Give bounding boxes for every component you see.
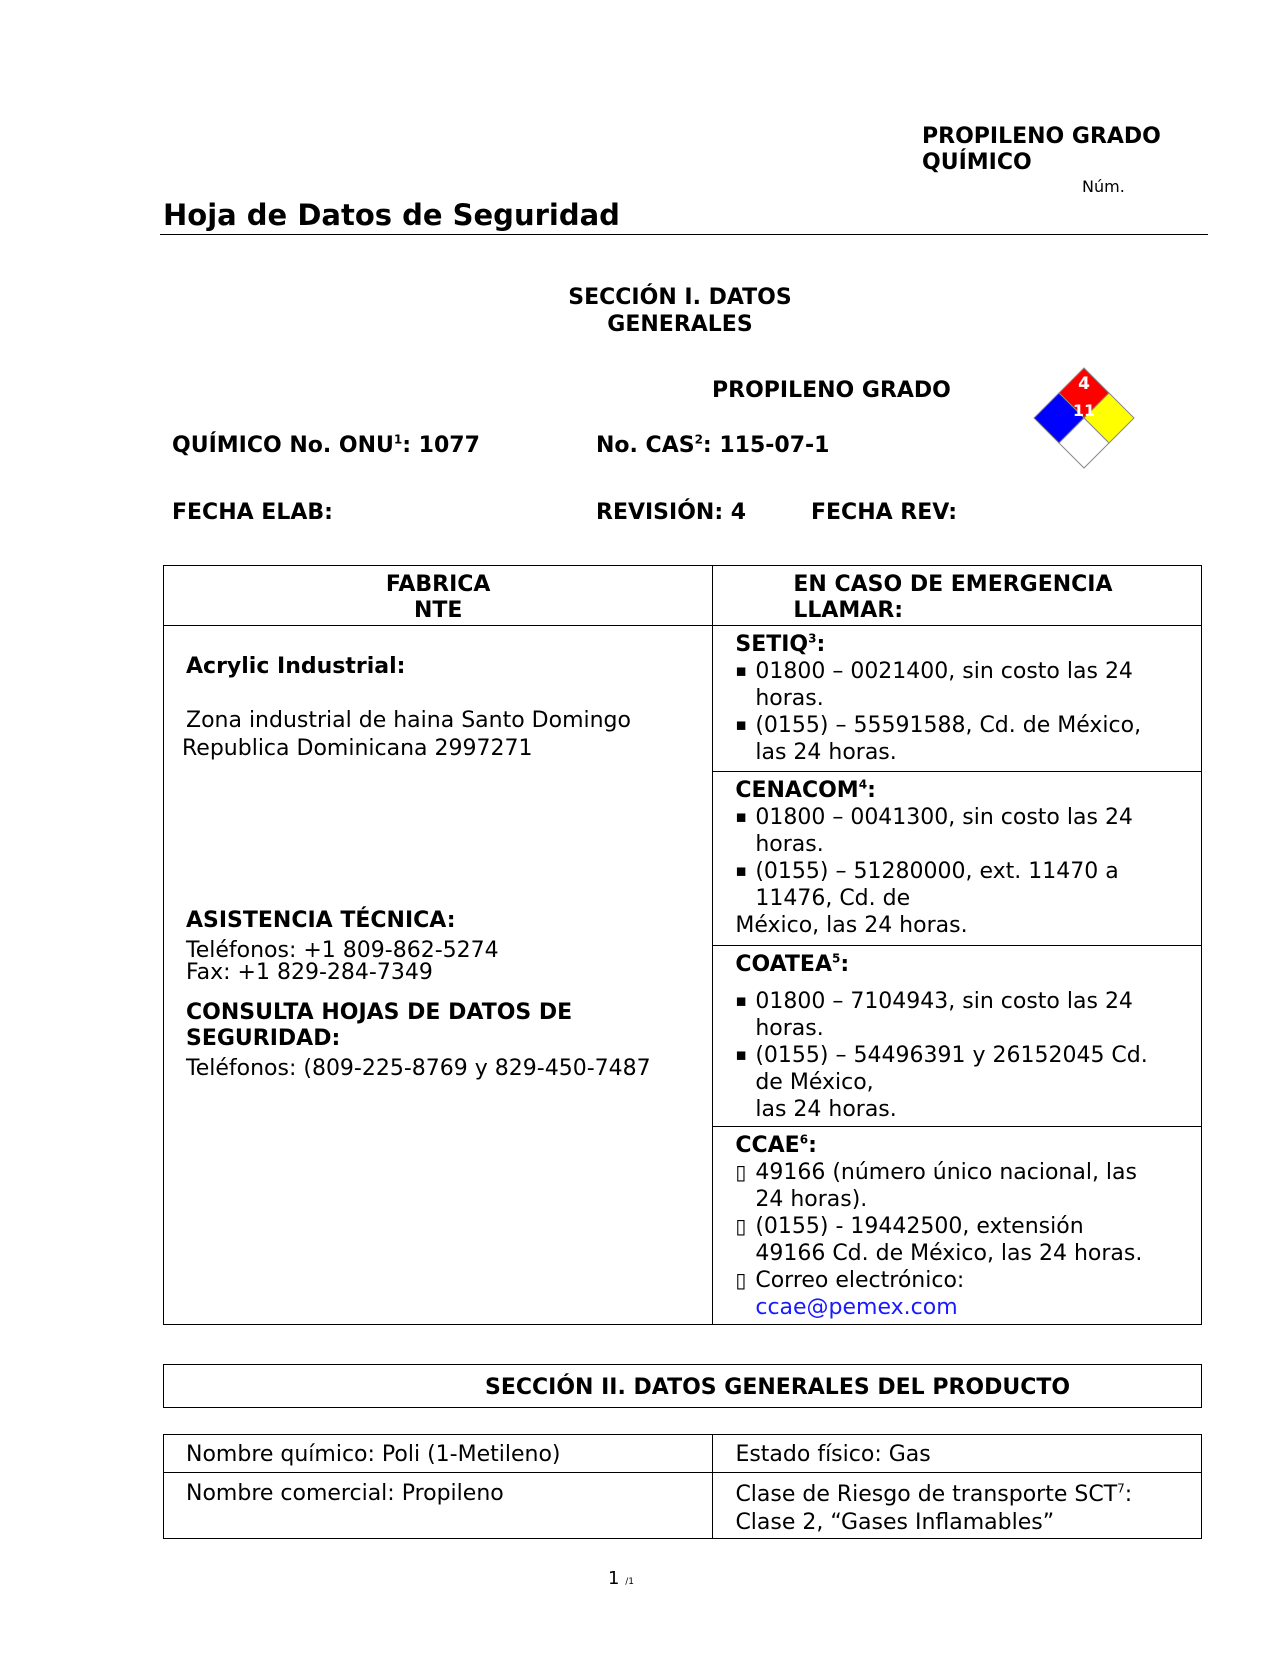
address-line-1: Zona industrial de haina Santo Domingo (186, 708, 631, 733)
ccae-item-3: ▯ Correo electrónico: ccae@pemex.com (735, 1267, 1193, 1321)
cenacom-list (735, 804, 1193, 939)
tech-fax: Fax: +1 829-284-7349 (186, 960, 433, 985)
fecha-revision: FECHA REV: (811, 500, 958, 525)
chemical-name: Nombre químico: Poli (1-Metileno) (164, 1435, 713, 1473)
consult-title (186, 1000, 572, 1052)
emergency-header-line2: LLAMAR: (793, 598, 904, 623)
ccae-cell (713, 1126, 1202, 1324)
ccae-item-1: ▯ 49166 (número único nacional, las 24 horas). (735, 1159, 1193, 1213)
setiq-list (735, 658, 1193, 766)
onu-number: QUÍMICO No. ONU$^1$: 1077 (172, 432, 480, 458)
ccae-email-link[interactable]: ccae@pemex.com (755, 1294, 958, 1320)
consult-title-line2: SEGURIDAD: (186, 1026, 341, 1051)
document-title: Hoja de Datos de Seguridad (163, 198, 620, 232)
coatea-item-1: ▪ 01800 – 7104943, sin costo las 24 horas. (735, 988, 1193, 1042)
fecha-elaboracion: FECHA ELAB: (172, 500, 333, 525)
emergency-header-line1: EN CASO DE EMERGENCIA (793, 572, 1113, 597)
section-2-title: SECCIÓN II. DATOS GENERALES DEL PRODUCTO (485, 1375, 1071, 1400)
cas-number: No. CAS$^2$: 115-07-1 (596, 432, 830, 458)
section-1-title: SECCIÓN I. DATOS GENERALES (568, 285, 792, 337)
manufacturer-header-line2: NTE (413, 598, 463, 623)
nfpa-hazard-diamond (1030, 364, 1138, 472)
section-2-header (163, 1364, 1202, 1408)
ccae-item-2: ▯ (0155) - 19442500, extensión 49166 Cd. de México, las 24 horas. (735, 1213, 1193, 1267)
transport-risk-class: Clase de Riesgo de transporte SCT$^7$: Clase 2, “Gases Inflamables” (713, 1473, 1202, 1539)
setiq-cell (713, 626, 1202, 772)
setiq-item-1: ▪ 01800 – 0021400, sin costo las 24 horas. (735, 658, 1193, 712)
physical-state: Estado físico: Gas (713, 1435, 1202, 1473)
header-divider (160, 234, 1208, 235)
ccae-title: CCAE$^6$: (735, 1132, 817, 1158)
consult-title-line1: CONSULTA HOJAS DE DATOS DE (186, 1000, 573, 1025)
header-number-label: Núm. (1082, 177, 1125, 196)
coatea-cell (713, 946, 1202, 1126)
consult-phone: Teléfonos: (809-225-8769 y 829-450-7487 (186, 1056, 651, 1081)
product-data-table (163, 1434, 1202, 1539)
setiq-item-2: ▪ (0155) – 55591588, Cd. de México, las 24 horas. (735, 712, 1193, 766)
cenacom-item-2: ▪ (0155) – 51280000, ext. 11470 a 11476, Cd. de México, las 24 horas. (735, 858, 1193, 939)
nfpa-flammability-value: 4 (1078, 374, 1090, 394)
tech-assistance-title: ASISTENCIA TÉCNICA: (186, 908, 456, 933)
address-line-2: Republica Dominicana 2997271 (182, 736, 533, 761)
manufacturer-info-cell (164, 626, 713, 1325)
cenacom-cell (713, 772, 1202, 946)
manufacturer-emergency-table (163, 565, 1202, 1325)
manufacturer-header-line1: FABRICA (385, 572, 491, 597)
nfpa-overlay-value: 11 (1072, 401, 1096, 420)
product-name-line: PROPILENO GRADO (712, 378, 951, 403)
emergency-header (713, 566, 1202, 626)
tech-phone: Teléfonos: +1 809-862-5274 (186, 938, 499, 963)
revision-number: REVISIÓN: 4 (596, 500, 747, 525)
coatea-item-2: ▪ (0155) – 54496391 y 26152045 Cd. de México, las 24 horas. (735, 1042, 1193, 1123)
company-name: Acrylic Industrial: (186, 654, 406, 679)
header-product-title: PROPILENO GRADO QUÍMICO (922, 124, 1161, 175)
setiq-title: SETIQ$^3$: (735, 631, 826, 657)
coatea-list (735, 988, 1193, 1123)
cenacom-item-1: ▪ 01800 – 0041300, sin costo las 24 horas. (735, 804, 1193, 858)
coatea-title: COATEA$^5$: (735, 952, 850, 978)
ccae-list (735, 1159, 1193, 1321)
trade-name: Nombre comercial: Propileno (164, 1473, 713, 1539)
manufacturer-header (164, 566, 713, 626)
cenacom-title: CENACOM$^4$: (735, 777, 876, 804)
page-number: 1 /1 (608, 1568, 634, 1589)
